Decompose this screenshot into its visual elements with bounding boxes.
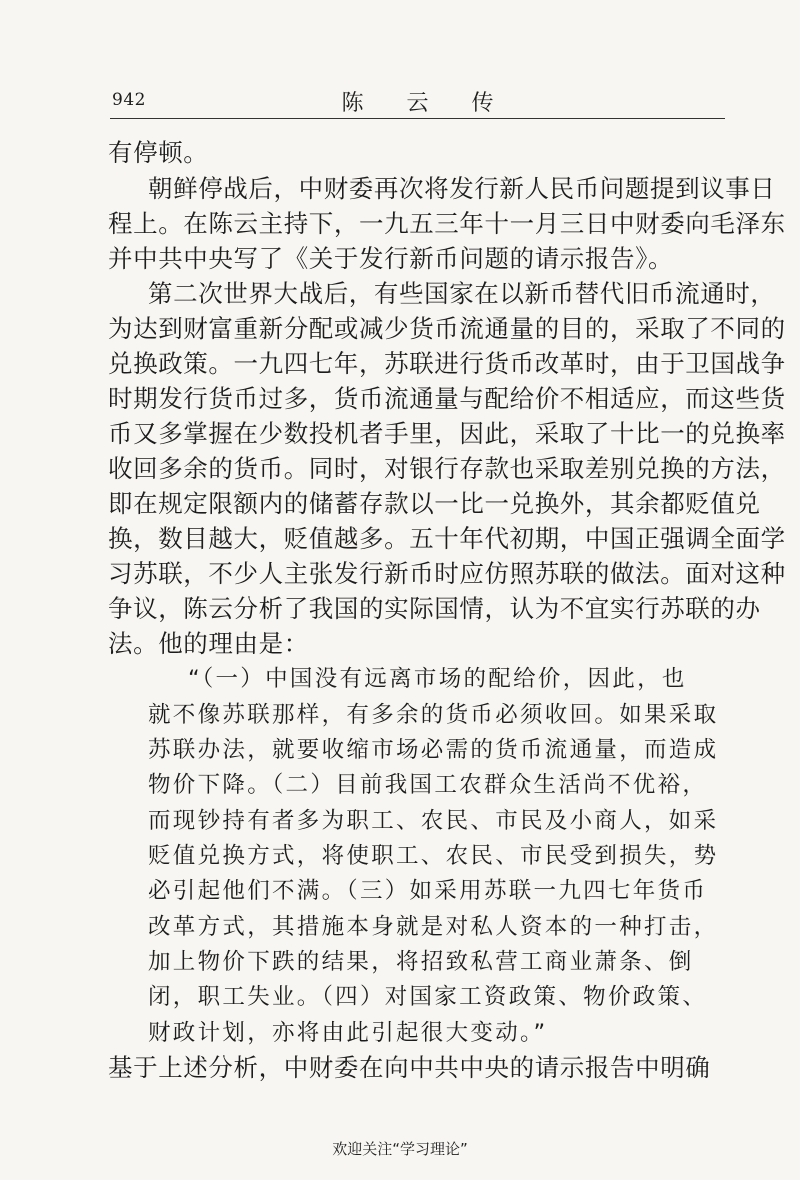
running-title: 陈 云 传 bbox=[341, 91, 512, 116]
paragraph-line: 时期发行货币过多，货币流通量与配给价不相适应，而这些货 bbox=[108, 384, 786, 413]
quote-line: 财政计划，亦将由此引起很大变动。” bbox=[148, 1020, 548, 1046]
quote-line: 必引起他们不满。（三）如采用苏联一九四七年货币 bbox=[148, 878, 708, 904]
quote-line: 加上物价下跌的结果，将招致私营工商业萧条、倒 bbox=[148, 949, 694, 975]
quote-line: 物价下降。（二）目前我国工农群众生活尚不优裕， bbox=[148, 772, 708, 798]
paragraph-line: 第二次世界大战后，有些国家在以新币替代旧币流通时， bbox=[148, 279, 776, 308]
paragraph-line: 习苏联，不少人主张发行新币时应仿照苏联的做法。面对这种 bbox=[108, 559, 786, 588]
page-number: 942 bbox=[112, 90, 146, 110]
paragraph-line: 朝鲜停战后，中财委再次将发行新人民币问题提到议事日 bbox=[148, 174, 776, 203]
paragraph-line: 基于上述分析，中财委在向中共中央的请示报告中明确 bbox=[108, 1053, 711, 1082]
quote-line: 贬值兑换方式，将使职工、农民、市民受到损失，势 bbox=[148, 843, 719, 869]
paragraph-line: 程上。在陈云主持下，一九五三年十一月三日中财委向毛泽东 bbox=[108, 209, 786, 238]
paragraph-line: 并中共中央写了《关于发行新币问题的请示报告》。 bbox=[108, 244, 674, 273]
paragraph-line: 争议，陈云分析了我国的实际国情，认为不宜实行苏联的办 bbox=[108, 594, 761, 623]
quote-line: “（一）中国没有远离市场的配给价，因此，也 bbox=[188, 666, 687, 692]
quote-line: 改革方式，其措施本身就是对私人资本的一种打击， bbox=[148, 914, 719, 940]
paragraph-line: 收回多余的货币。同时，对银行存款也采取差别兑换的方法， bbox=[108, 454, 786, 483]
paragraph-line: 为达到财富重新分配或减少货币流通量的目的，采取了不同的 bbox=[108, 314, 786, 343]
paragraph-line: 有停顿。 bbox=[108, 138, 209, 167]
paragraph-line: 法。他的理由是： bbox=[108, 629, 309, 658]
quote-line: 闭，职工失业。（四）对国家工资政策、物价政策、 bbox=[148, 984, 708, 1010]
paragraph-line: 即在规定限额内的储蓄存款以一比一兑换外，其余都贬值兑 bbox=[108, 489, 761, 518]
paragraph-line: 换，数目越大，贬值越多。五十年代初期，中国正强调全面学 bbox=[108, 524, 786, 553]
quote-line: 苏联办法，就要收缩市场必需的货币流通量，而造成 bbox=[148, 737, 719, 763]
page-header bbox=[110, 84, 725, 119]
quote-line: 而现钞持有者多为职工、农民、市民及小商人，如采 bbox=[148, 808, 719, 834]
paragraph-line: 币又多掌握在少数投机者手里，因此，采取了十比一的兑换率 bbox=[108, 419, 786, 448]
footer-caption: 欢迎关注“学习理论” bbox=[332, 1140, 468, 1158]
quote-line: 就不像苏联那样，有多余的货币必须收回。如果采取 bbox=[148, 702, 719, 728]
paragraph-line: 兑换政策。一九四七年，苏联进行货币改革时，由于卫国战争 bbox=[108, 349, 786, 378]
